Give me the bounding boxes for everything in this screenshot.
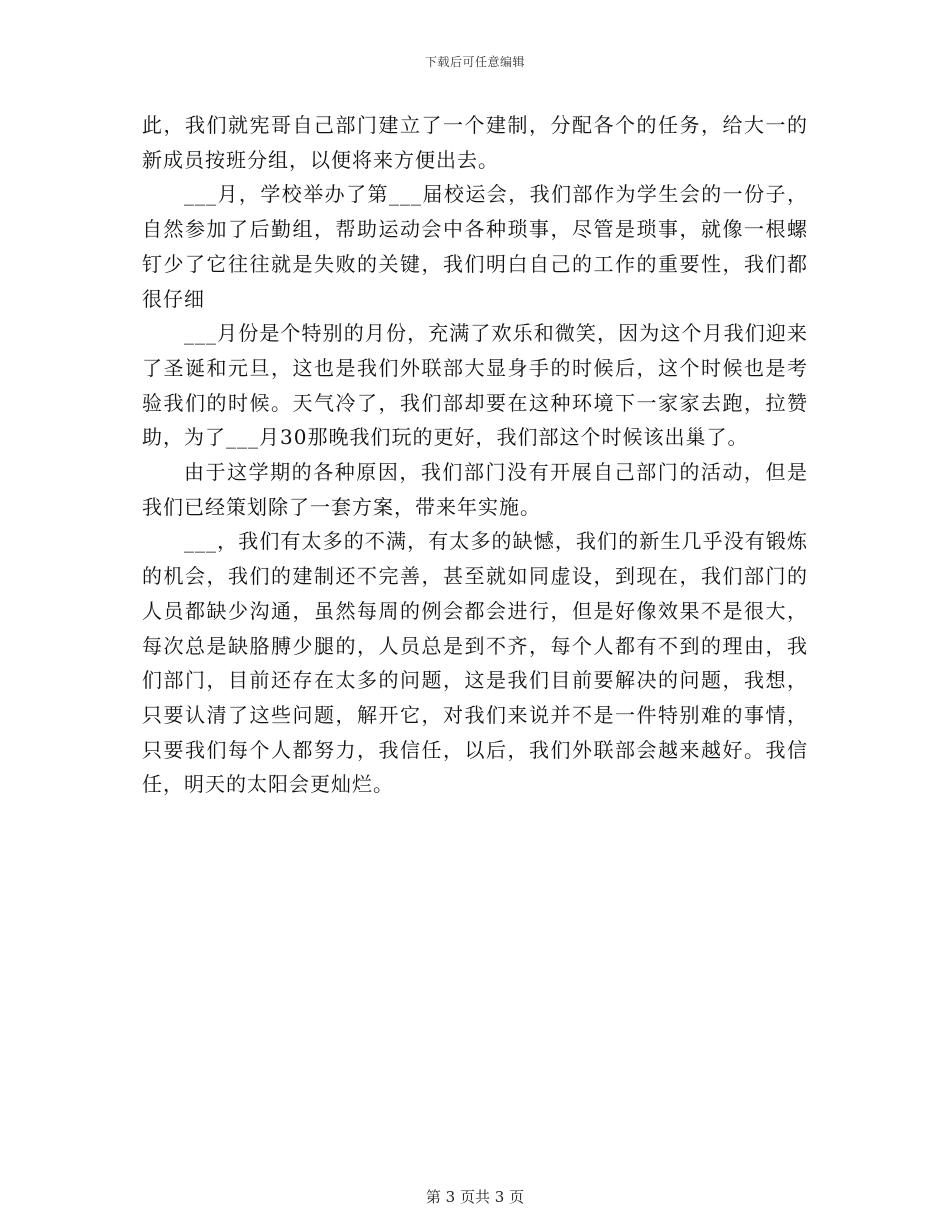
document-body	[142, 108, 808, 802]
paragraph-3: ___月份是个特别的月份，充满了欢乐和微笑，因为这个月我们迎来了圣诞和元旦，这也是我们外联部大显身手的时候后，这个时候也是考验我们的时候。天气冷了，我们部却要在这种环境下一家家去跑，拉赞助，为了___月30那晚我们玩的更好，我们部这个时候该出巢了。	[142, 321, 808, 450]
paragraph-4: 由于这学期的各种原因，我们部门没有开展自己部门的活动，但是我们已经策划除了一套方案，带来年实施。	[142, 460, 808, 519]
page-header: 下载后可任意编辑	[424, 55, 525, 69]
paragraph-2: ___月，学校举办了第___届校运会，我们部作为学生会的一份子，自然参加了后勤组，帮助运动会中各种琐事，尽管是琐事，就像一根螺钉少了它往往就是失败的关键，我们明白自己的工作的重要性，我们都很仔细	[142, 182, 808, 311]
paragraph-1: 此，我们就宪哥自己部门建立了一个建制，分配各个的任务，给大一的新成员按班分组，以便将来方便出去。	[142, 113, 808, 172]
page-number-footer: 第 3 页共 3 页	[425, 1188, 525, 1206]
paragraph-5: ___，我们有太多的不满，有太多的缺憾，我们的新生几乎没有锻炼的机会，我们的建制还不完善，甚至就如同虚设，到现在，我们部门的人员都缺少沟通，虽然每周的例会都会进行，但是好像效果不是很大，每次总是缺胳膊少腿的，人员总是到不齐，每个人都有不到的理由，我们部门，目前还存在太多的问题，这是我们目前要解决的问题，我想，只要认清了这些问题，解开它，对我们来说并不是一件特别难的事情，只要我们每个人都努力，我信任，以后，我们外联部会越来越好。我信任，明天的太阳会更灿烂。	[142, 529, 808, 797]
